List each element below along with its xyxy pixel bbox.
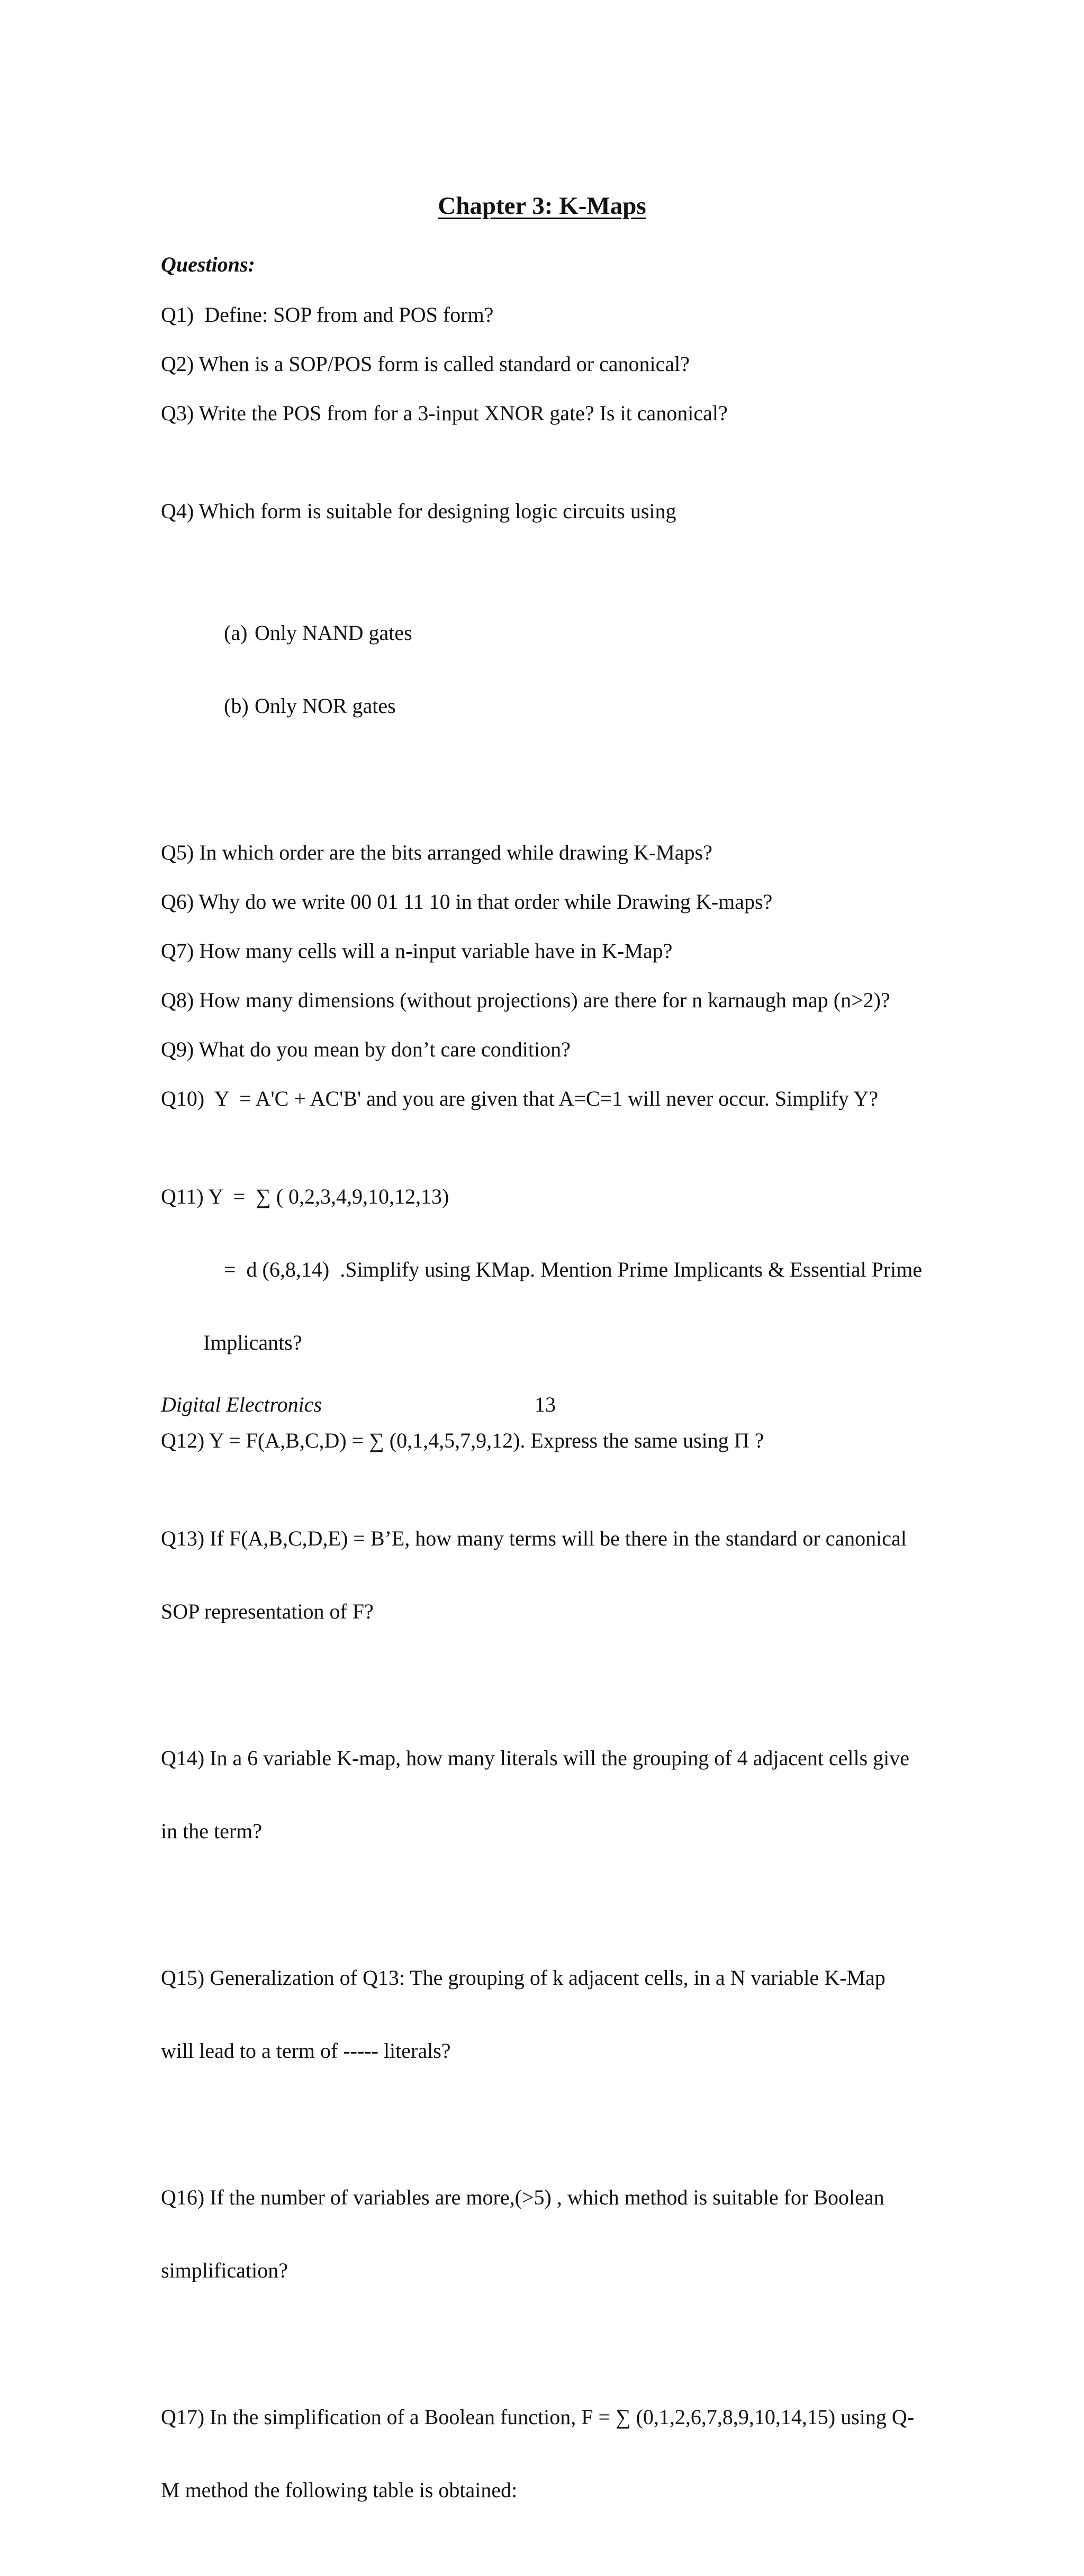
question-17-line-1: Q17) In the simplification of a Boolean function, F = ∑ (0,1,2,6,7,8,9,10,14,15) using Q-: [161, 2405, 915, 2429]
option-b-text: Only NOR gates: [255, 694, 396, 718]
question-14: [161, 1697, 939, 1892]
question-15-line-2: will lead to a term of ----- literals?: [161, 2039, 451, 2063]
questions-heading: Questions:: [161, 252, 255, 276]
question-15: [161, 1917, 939, 2112]
question-9: Q9) What do you mean by don’t care condition?: [161, 1037, 571, 1061]
question-4-option-b: [161, 694, 939, 718]
question-14-line-1: Q14) In a 6 variable K-map, how many literals will the grouping of 4 adjacent cells give: [161, 1746, 910, 1770]
question-13: [161, 1478, 939, 1673]
questions-list: [161, 303, 939, 2576]
option-b-mark: (b): [224, 694, 249, 718]
question-10: Q10) Y = A'C + AC'B' and you are given that A=C=1 will never occur. Simplify Y?: [161, 1087, 879, 1110]
question-4: [161, 450, 939, 816]
question-4-text: Q4) Which form is suitable for designing logic circuits using: [161, 499, 676, 523]
question-14-line-2: in the term?: [161, 1819, 263, 1843]
question-11-line-3: Implicants?: [203, 1331, 302, 1354]
question-6: Q6) Why do we write 00 01 11 10 in that order while Drawing K-maps?: [161, 890, 773, 914]
question-7: Q7) How many cells will a n-input variable have in K-Map?: [161, 939, 673, 963]
question-11-line-2: = d (6,8,14) .Simplify using KMap. Mention Prime Implicants & Essential Prime: [224, 1258, 923, 1281]
footer-book-title: Digital Electronics: [161, 1393, 322, 1416]
question-17-line-2: M method the following table is obtained:: [161, 2478, 518, 2502]
question-3: Q3) Write the POS from for a 3-input XNOR gate? Is it canonical?: [161, 401, 728, 425]
question-15-line-1: Q15) Generalization of Q13: The grouping of k adjacent cells, in a N variable K-Map: [161, 1966, 886, 1990]
question-11-line-1: Q11) Y = ∑ ( 0,2,3,4,9,10,12,13): [161, 1185, 449, 1208]
question-13-line-2: SOP representation of F?: [161, 1599, 374, 1623]
question-12: Q12) Y = F(A,B,C,D) = ∑ (0,1,4,5,7,9,12). Express the same using Π ?: [161, 1429, 764, 1452]
question-4-options: [161, 572, 939, 767]
question-16-line-1: Q16) If the number of variables are more,(>5) , which method is suitable for Boolean: [161, 2185, 884, 2209]
question-11: [161, 1136, 939, 1404]
question-8: Q8) How many dimensions (without projections) are there for n karnaugh map (n>2)?: [161, 988, 890, 1012]
question-16-line-2: simplification?: [161, 2258, 288, 2282]
question-2: Q2) When is a SOP/POS form is called standard or canonical?: [161, 352, 690, 376]
question-1: Q1) Define: SOP from and POS form?: [161, 303, 494, 327]
question-17: [161, 2356, 939, 2551]
question-4-option-a: [161, 621, 939, 645]
question-16: [161, 2137, 939, 2331]
option-a-text: Only NAND gates: [255, 621, 412, 645]
question-5: Q5) In which order are the bits arranged while drawing K-Maps?: [161, 840, 712, 864]
question-13-line-1: Q13) If F(A,B,C,D,E) = B’E, how many terms will be there in the standard or canonical: [161, 1526, 907, 1550]
option-a-mark: (a): [224, 621, 248, 645]
chapter-title: Chapter 3: K-Maps: [438, 192, 646, 220]
footer-page-number: 13: [535, 1393, 556, 1416]
